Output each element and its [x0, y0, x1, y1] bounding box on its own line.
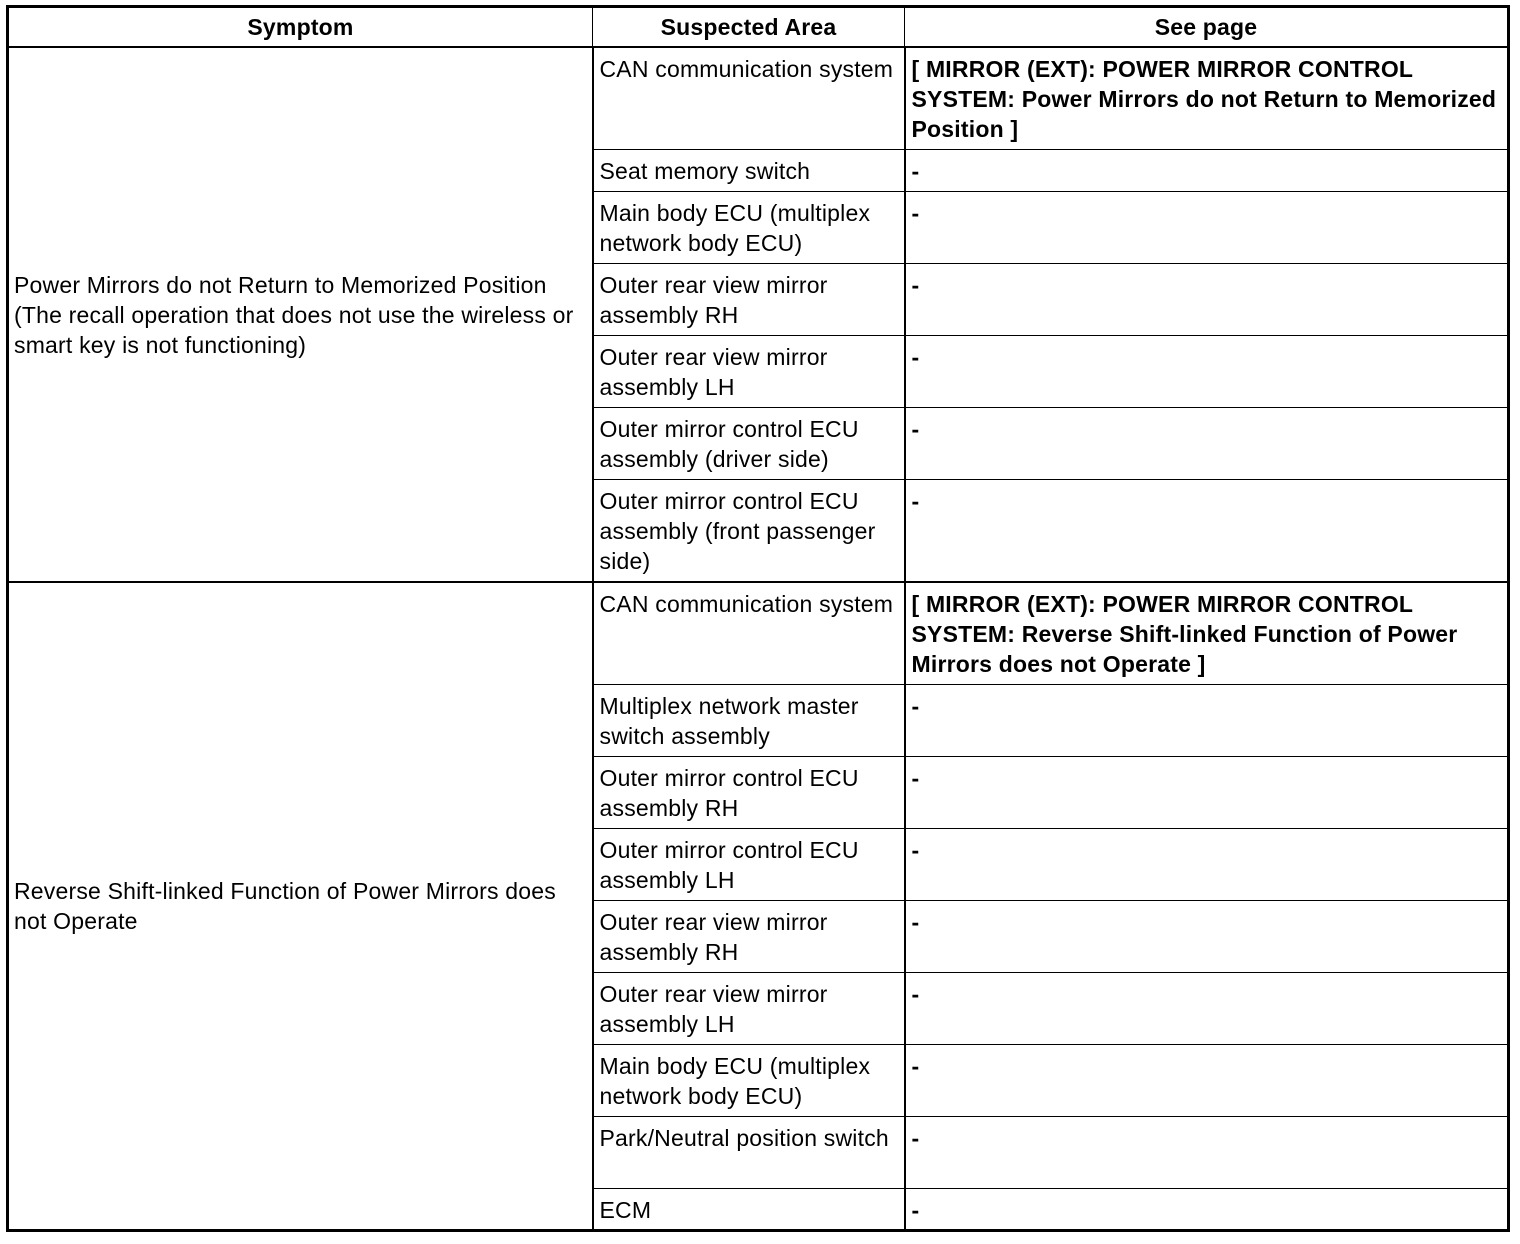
header-see-page: See page [905, 7, 1509, 48]
suspected-area-cell: Outer mirror control ECU assembly LH [593, 828, 905, 900]
see-page-cell: - [905, 900, 1509, 972]
suspected-area-cell: Outer rear view mirror assembly RH [593, 263, 905, 335]
see-page-cell: - [905, 1044, 1509, 1116]
symptom-table [6, 5, 1510, 1232]
see-page-cell: - [905, 684, 1509, 756]
suspected-area-cell: Multiplex network master switch assembly [593, 684, 905, 756]
see-page-cell: - [905, 263, 1509, 335]
suspected-area-cell: CAN communication system [593, 582, 905, 684]
see-page-cell: - [905, 191, 1509, 263]
see-page-cell: - [905, 1188, 1509, 1230]
see-page-cell: - [905, 335, 1509, 407]
suspected-area-cell: Outer rear view mirror assembly RH [593, 900, 905, 972]
see-page-cell: - [905, 1116, 1509, 1188]
see-page-cell: - [905, 756, 1509, 828]
suspected-area-cell: Outer mirror control ECU assembly RH [593, 756, 905, 828]
header-row [8, 7, 1509, 48]
header-symptom: Symptom [8, 7, 593, 48]
table-row [8, 47, 1509, 149]
see-page-cell: - [905, 407, 1509, 479]
suspected-area-cell: Seat memory switch [593, 149, 905, 191]
see-page-cell: - [905, 149, 1509, 191]
suspected-area-cell: Outer rear view mirror assembly LH [593, 972, 905, 1044]
suspected-area-cell: Outer rear view mirror assembly LH [593, 335, 905, 407]
symptom-cell: Reverse Shift-linked Function of Power Mirrors does not Operate [8, 582, 593, 1230]
see-page-cell: - [905, 479, 1509, 582]
suspected-area-cell: Outer mirror control ECU assembly (front passenger side) [593, 479, 905, 582]
header-suspected-area: Suspected Area [593, 7, 905, 48]
suspected-area-cell: Main body ECU (multiplex network body ECU) [593, 191, 905, 263]
see-page-cell: - [905, 972, 1509, 1044]
table-row [8, 582, 1509, 684]
suspected-area-cell: CAN communication system [593, 47, 905, 149]
symptom-cell: Power Mirrors do not Return to Memorized Position (The recall operation that does not use the wireless or smart key is not functioning) [8, 47, 593, 582]
suspected-area-cell: ECM [593, 1188, 905, 1230]
suspected-area-cell: Park/Neutral position switch [593, 1116, 905, 1188]
suspected-area-cell: Main body ECU (multiplex network body ECU) [593, 1044, 905, 1116]
see-page-cell: - [905, 828, 1509, 900]
see-page-reference[interactable]: [ MIRROR (EXT): POWER MIRROR CONTROL SYSTEM: Reverse Shift-linked Function of Power Mirrors does not Operate ] [905, 582, 1509, 684]
see-page-reference[interactable]: [ MIRROR (EXT): POWER MIRROR CONTROL SYSTEM: Power Mirrors do not Return to Memorized Position ] [905, 47, 1509, 149]
suspected-area-cell: Outer mirror control ECU assembly (driver side) [593, 407, 905, 479]
